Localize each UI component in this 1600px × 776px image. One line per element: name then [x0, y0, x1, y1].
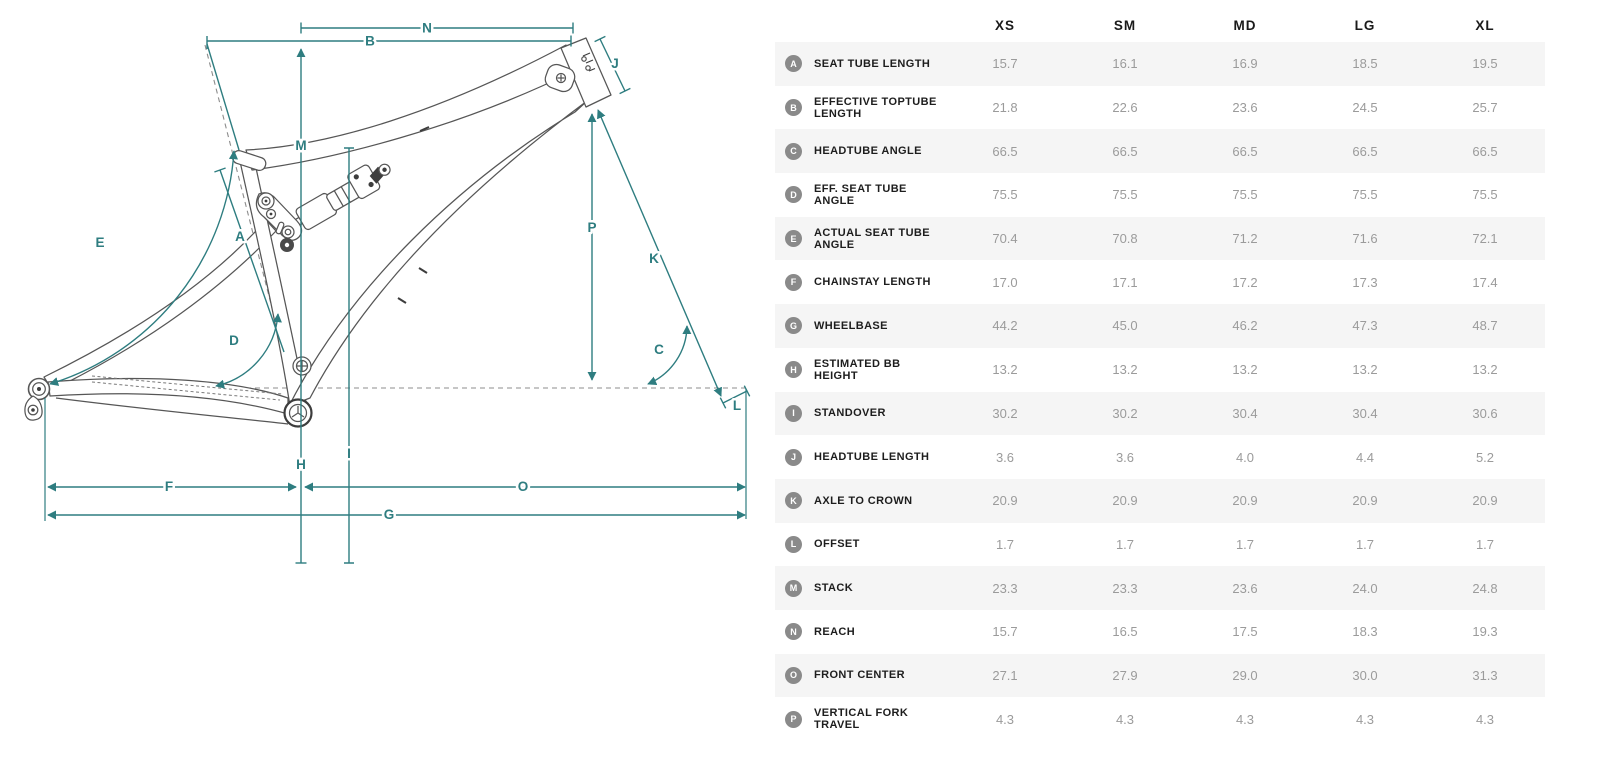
cell-value: 24.8 — [1472, 580, 1498, 596]
rear-dropout — [25, 379, 50, 421]
cell-value: 23.3 — [992, 580, 1018, 596]
cell-value: 13.2 — [1232, 362, 1258, 378]
cell-value: 16.9 — [1232, 56, 1258, 72]
cell-value: 75.5 — [1352, 187, 1378, 203]
dim-label-J: J — [611, 56, 619, 71]
table-row — [775, 260, 1545, 304]
cell-value: 1.7 — [1475, 536, 1495, 552]
dim-label-E: E — [95, 235, 105, 250]
row-label: HEADTUBE LENGTH — [814, 451, 930, 464]
dim-label-A: A — [235, 229, 245, 244]
table-row — [775, 697, 1545, 741]
cell-value: 47.3 — [1352, 318, 1378, 334]
dim-label-H: H — [296, 457, 306, 472]
dim-label-L: L — [732, 398, 742, 413]
cell-value: 4.3 — [1115, 711, 1135, 727]
dim-label-D: D — [229, 333, 239, 348]
cell-value: 31.3 — [1472, 667, 1498, 683]
cell-value: 75.5 — [1112, 187, 1138, 203]
row-label: FRONT CENTER — [814, 669, 905, 682]
row-badge: L — [785, 536, 802, 553]
row-label: CHAINSTAY LENGTH — [814, 276, 931, 289]
cell-value: 27.1 — [992, 667, 1018, 683]
cell-value: 71.2 — [1232, 231, 1258, 247]
row-badge: G — [785, 317, 802, 334]
cable-port-marks — [398, 127, 429, 303]
cell-value: 66.5 — [1352, 143, 1378, 159]
cell-value: 66.5 — [1112, 143, 1138, 159]
table-row — [775, 523, 1545, 567]
row-label: REACH — [814, 625, 856, 638]
cell-value: 70.8 — [1112, 231, 1138, 247]
cell-value: 30.6 — [1472, 405, 1498, 421]
cell-value: 30.4 — [1232, 405, 1258, 421]
cell-value: 1.7 — [1115, 536, 1135, 552]
row-label: STANDOVER — [814, 407, 886, 420]
cell-value: 1.7 — [1355, 536, 1375, 552]
cell-value: 19.3 — [1472, 624, 1498, 640]
dimension-D — [216, 314, 278, 386]
table-row — [775, 86, 1545, 130]
row-badge: B — [785, 99, 802, 116]
dimension-F — [48, 479, 296, 494]
cell-value: 30.2 — [992, 405, 1018, 421]
cell-value: 24.0 — [1352, 580, 1378, 596]
cell-value: 15.7 — [992, 624, 1018, 640]
cell-value: 66.5 — [1232, 143, 1258, 159]
dim-label-K: K — [649, 251, 659, 266]
cell-value: 75.5 — [1472, 187, 1498, 203]
cell-value: 72.1 — [1472, 231, 1498, 247]
cell-value: 4.3 — [1475, 711, 1495, 727]
table-row — [775, 173, 1545, 217]
table-row — [775, 348, 1545, 392]
size-column-header-xs: XS — [994, 17, 1015, 33]
cell-value: 22.6 — [1112, 100, 1138, 116]
dimension-C — [648, 326, 687, 384]
row-label: ESTIMATED BB HEIGHT — [814, 357, 901, 382]
cell-value: 20.9 — [1112, 493, 1138, 509]
cell-value: 3.6 — [1115, 449, 1135, 465]
size-column-header-lg: LG — [1354, 17, 1376, 33]
table-row — [775, 654, 1545, 698]
dim-label-B: B — [365, 33, 375, 49]
dimension-I — [344, 148, 354, 563]
geometry-table — [775, 8, 1545, 741]
cell-value: 45.0 — [1112, 318, 1138, 334]
cell-value: 19.5 — [1472, 56, 1498, 72]
bike-frame-drawing — [25, 38, 611, 427]
row-badge: H — [785, 361, 802, 378]
row-badge: K — [785, 492, 802, 509]
dimension-M-H — [295, 49, 306, 563]
row-badge: I — [785, 405, 802, 422]
cell-value: 17.5 — [1232, 624, 1258, 640]
table-row — [775, 129, 1545, 173]
cell-value: 13.2 — [1112, 362, 1138, 378]
size-header-row — [775, 8, 1545, 42]
row-label: STACK — [814, 582, 854, 595]
cell-value: 20.9 — [1232, 493, 1258, 509]
row-label: OFFSET — [814, 538, 860, 551]
table-row — [775, 566, 1545, 610]
cell-value: 23.3 — [1112, 580, 1138, 596]
row-label: EFFECTIVE TOPTUBE LENGTH — [814, 95, 937, 120]
row-badge: P — [785, 711, 802, 728]
cell-value: 4.3 — [995, 711, 1015, 727]
cell-value: 18.5 — [1352, 56, 1378, 72]
row-badge: A — [785, 55, 802, 72]
cell-value: 30.0 — [1352, 667, 1378, 683]
cell-value: 3.6 — [995, 449, 1015, 465]
table-row — [775, 304, 1545, 348]
cell-value: 21.8 — [992, 100, 1018, 116]
size-column-header-sm: SM — [1113, 17, 1137, 33]
dim-label-O: O — [517, 479, 529, 494]
size-column-header-md: MD — [1233, 17, 1257, 33]
dim-label-F: F — [164, 479, 174, 494]
size-column-header-xl: XL — [1475, 17, 1495, 33]
cell-value: 48.7 — [1472, 318, 1498, 334]
cell-value: 20.9 — [992, 493, 1018, 509]
cell-value: 30.2 — [1112, 405, 1138, 421]
cell-value: 15.7 — [992, 56, 1018, 72]
table-row — [775, 217, 1545, 261]
cell-value: 29.0 — [1232, 667, 1258, 683]
cell-value: 17.4 — [1472, 274, 1498, 290]
dimension-O — [305, 479, 745, 494]
row-badge: C — [785, 143, 802, 160]
cell-value: 30.4 — [1352, 405, 1378, 421]
cell-value: 27.9 — [1112, 667, 1138, 683]
cell-value: 18.3 — [1352, 624, 1378, 640]
cell-value: 4.3 — [1355, 711, 1375, 727]
cell-value: 4.0 — [1235, 449, 1255, 465]
cell-value: 17.3 — [1352, 274, 1378, 290]
row-label: VERTICAL FORK TRAVEL — [814, 707, 909, 732]
cell-value: 13.2 — [1352, 362, 1378, 378]
dim-label-C: C — [654, 342, 664, 357]
dimension-L — [720, 386, 749, 413]
row-badge: J — [785, 449, 802, 466]
cell-value: 71.6 — [1352, 231, 1378, 247]
cell-value: 20.9 — [1472, 493, 1498, 509]
cell-value: 46.2 — [1232, 318, 1258, 334]
dimension-E — [50, 151, 234, 384]
cell-value: 70.4 — [992, 231, 1018, 247]
row-label: WHEELBASE — [814, 319, 888, 332]
cell-value: 66.5 — [1472, 143, 1498, 159]
table-row — [775, 42, 1545, 86]
dim-label-N: N — [422, 20, 432, 36]
cell-value: 1.7 — [995, 536, 1015, 552]
dimension-P — [587, 114, 596, 380]
row-label: EFF. SEAT TUBE ANGLE — [814, 182, 907, 207]
cell-value: 13.2 — [1472, 362, 1498, 378]
row-badge: M — [785, 580, 802, 597]
bottom-bracket — [285, 400, 312, 427]
cell-value: 17.0 — [992, 274, 1018, 290]
cell-value: 16.1 — [1112, 56, 1138, 72]
row-badge: F — [785, 274, 802, 291]
cell-value: 13.2 — [992, 362, 1018, 378]
dim-label-I: I — [347, 446, 351, 461]
row-badge: O — [785, 667, 802, 684]
cell-value: 25.7 — [1472, 100, 1498, 116]
cell-value: 75.5 — [992, 187, 1018, 203]
row-badge: E — [785, 230, 802, 247]
row-badge: D — [785, 186, 802, 203]
cell-value: 75.5 — [1232, 187, 1258, 203]
cell-value: 4.4 — [1355, 449, 1375, 465]
reference-lines — [39, 45, 746, 410]
dimension-G — [48, 507, 745, 522]
cell-value: 23.6 — [1232, 100, 1258, 116]
table-row — [775, 435, 1545, 479]
table-row — [775, 392, 1545, 436]
row-label: SEAT TUBE LENGTH — [814, 57, 931, 70]
dim-label-P: P — [587, 220, 597, 235]
row-badge: N — [785, 623, 802, 640]
row-label: ACTUAL SEAT TUBE ANGLE — [814, 226, 930, 251]
cell-value: 1.7 — [1235, 536, 1255, 552]
row-label: HEADTUBE ANGLE — [814, 145, 922, 158]
table-row — [775, 479, 1545, 523]
cell-value: 44.2 — [992, 318, 1018, 334]
cell-value: 17.1 — [1112, 274, 1138, 290]
cell-value: 66.5 — [992, 143, 1018, 159]
dimension-N — [301, 21, 573, 36]
dim-label-G: G — [383, 507, 395, 522]
cell-value: 17.2 — [1232, 274, 1258, 290]
dim-label-M: M — [295, 138, 307, 153]
cell-value: 23.6 — [1232, 580, 1258, 596]
cell-value: 16.5 — [1112, 624, 1138, 640]
row-label: AXLE TO CROWN — [814, 494, 913, 507]
cell-value: 5.2 — [1475, 449, 1495, 465]
cell-value: 20.9 — [1352, 493, 1378, 509]
cell-value: 4.3 — [1235, 711, 1255, 727]
table-row — [775, 610, 1545, 654]
table-body — [775, 42, 1545, 741]
bike-geometry-diagram — [0, 0, 770, 580]
cell-value: 24.5 — [1352, 100, 1378, 116]
